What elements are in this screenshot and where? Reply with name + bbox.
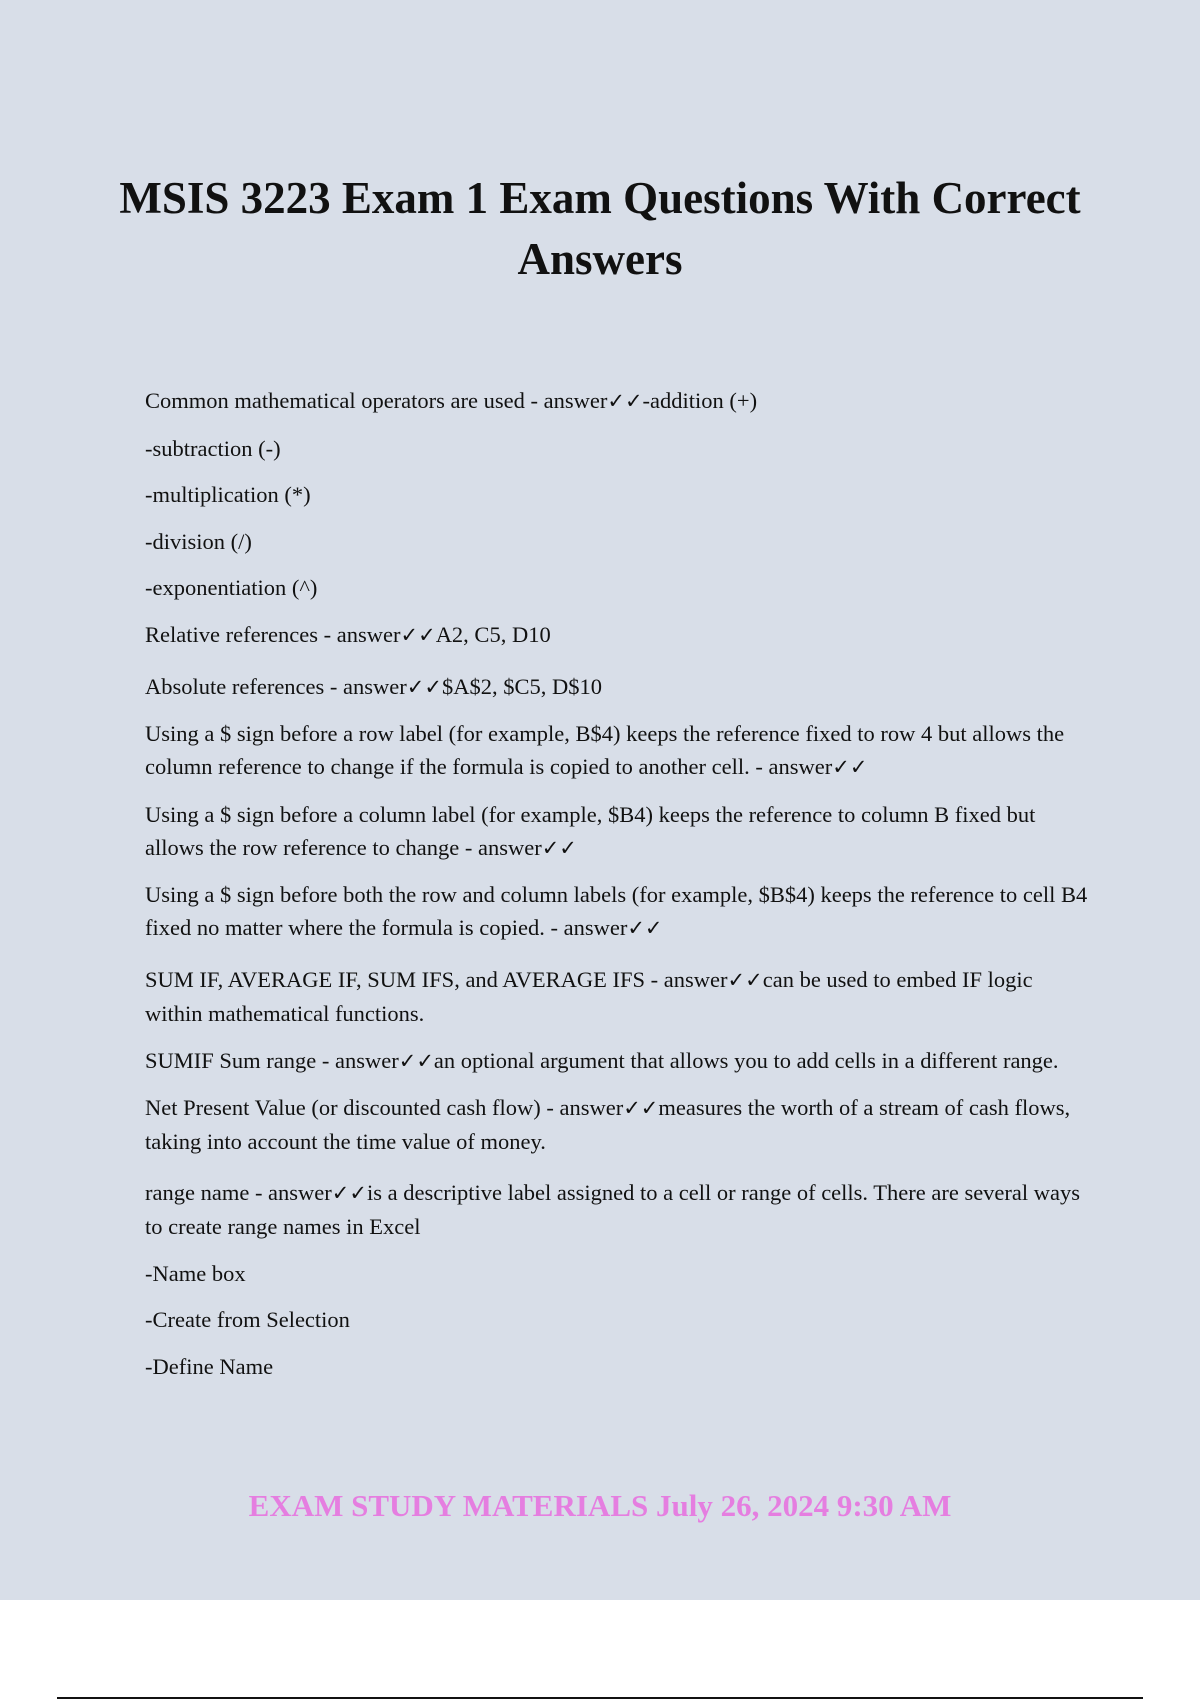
paragraph-name-box: -Name box [145,1260,246,1286]
paragraph-net-present-value: Net Present Value (or discounted cash flow) - answer✓✓measures the worth of a stream of cash flows, taking into account the time value of money. [145,1095,1071,1154]
paragraph-sumif-sum-range: SUMIF Sum range - answer✓✓an optional argument that allows you to add cells in a different range. [145,1047,1059,1073]
paragraph-row-label: Using a $ sign before a row label (for example, B$4) keeps the reference fixed to row 4 but allows the column reference to change if the formula is copied to another cell. - answer✓✓ [145,721,1065,779]
check-mark-icon: ✓✓ [398,1048,434,1073]
paragraph-absolute-references: Absolute references - answer✓✓$A$2, $C5, D$10 [145,673,602,699]
check-mark-icon: ✓✓ [607,389,643,413]
bottom-divider [57,1697,1143,1699]
paragraph-create-from-selection: -Create from Selection [145,1307,350,1332]
check-mark-icon: ✓✓ [832,755,868,779]
paragraph-both-labels: Using a $ sign before both the row and column labels (for example, $B$4) keeps the reference to cell B4 fixed no matter where the formula is copied. - answer✓✓ [145,882,1088,940]
check-mark-icon: ✓✓ [727,968,763,992]
paragraph-sumif-averageif: SUM IF, AVERAGE IF, SUM IFS, and AVERAGE IFS - answer✓✓can be used to embed IF logic within mathematical functions. [145,967,1033,1026]
paragraph-column-label: Using a $ sign before a column label (for example, $B4) keeps the reference to column B fixed but allows the row reference to change - answer✓✓ [145,801,1036,860]
check-mark-icon: ✓✓ [406,674,442,699]
document-title: MSIS 3223 Exam 1 Exam Questions With Correct Answers [119,173,1081,284]
paragraph-operators: Common mathematical operators are used - answer✓✓-addition (+) [145,388,758,413]
check-mark-icon: ✓✓ [541,835,577,860]
paragraph-exponentiation: -exponentiation (^) [145,575,318,600]
check-mark-icon: ✓✓ [400,622,436,647]
paragraph-division: -division (/) [145,528,252,554]
paragraph-subtraction: -subtraction (-) [145,435,281,461]
document-body [145,384,1090,1396]
paragraph-multiplication: -multiplication (*) [145,482,311,507]
study-materials-stamp: EXAM STUDY MATERIALS July 26, 2024 9:30 AM [248,1488,952,1523]
check-mark-icon: ✓✓ [623,1096,659,1120]
check-mark-icon: ✓✓ [627,916,663,940]
check-mark-icon: ✓✓ [331,1181,367,1205]
paragraph-range-name: range name - answer✓✓is a descriptive label assigned to a cell or range of cells. There are several ways to create range names in Excel [145,1180,1081,1239]
paragraph-relative-references: Relative references - answer✓✓A2, C5, D10 [145,621,551,647]
paragraph-define-name: -Define Name [145,1353,274,1379]
